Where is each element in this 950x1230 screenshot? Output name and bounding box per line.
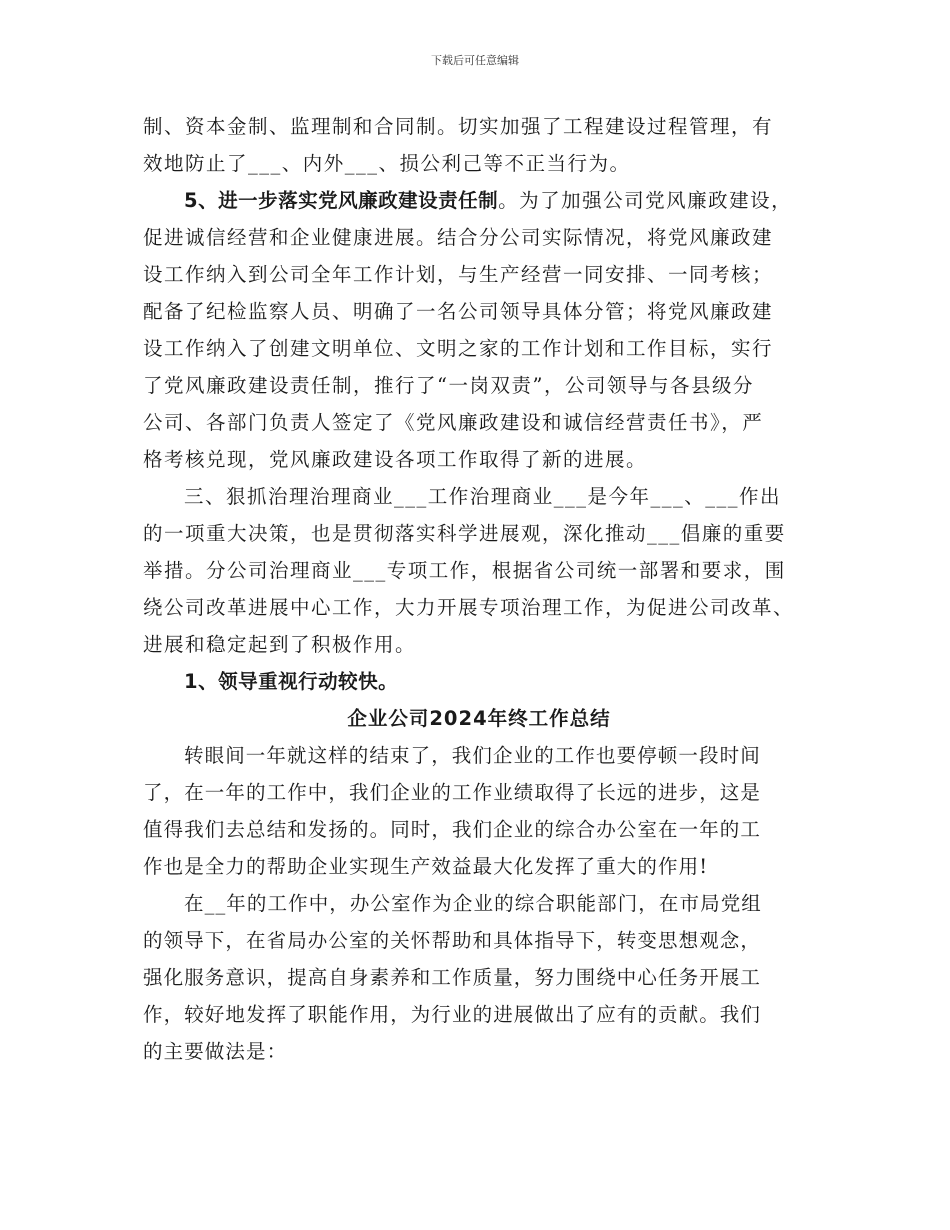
body-line: 值得我们去总结和发扬的。同时，我们企业的综合办公室在一年的工	[143, 818, 762, 841]
body-line: 的主要做法是：	[143, 1040, 288, 1063]
body-line: 促进诚信经营和企业健康进展。结合分公司实际情况，将党风廉政建	[143, 226, 774, 249]
body-line: 进展和稳定起到了积极作用。	[143, 633, 417, 656]
body-line: 效地防止了___、内外___、损公利己等不正当行为。	[143, 152, 631, 175]
body-line: 作也是全力的帮助企业实现生产效益最大化发挥了重大的作用!	[143, 855, 709, 878]
body-line: 了，在一年的工作中，我们企业的工作业绩取得了长远的进步，这是	[143, 781, 762, 804]
body-line: 举措。分公司治理商业___专项工作，根据省公司统一部署和要求，围	[143, 559, 786, 582]
body-line: 公司、各部门负责人签定了《党风廉政建设和诚信经营责任书》，严	[143, 411, 764, 434]
body-line: 转眼间一年就这样的结束了，我们企业的工作也要停顿一段时间	[184, 744, 761, 767]
body-line: 设工作纳入了创建文明单位、文明之家的工作计划和工作目标，实行	[143, 337, 774, 360]
document-body	[143, 108, 815, 1070]
body-line: 制、资本金制、监理制和合同制。切实加强了工程建设过程管理，有	[143, 115, 774, 138]
section-3-heading-line: 三、狠抓治理治理商业___工作治理商业___是今年___、___作出	[184, 485, 782, 508]
body-line: 了党风廉政建设责任制，推行了“一岗双责”，公司领导与各县级分	[143, 374, 754, 397]
body-line: 强化服务意识，提高自身素养和工作质量，努力围绕中心任务开展工	[143, 966, 762, 989]
item-1-heading: 1、领导重视行动较快。	[184, 670, 399, 693]
body-line: 配备了纪检监察人员、明确了一名公司领导具体分管；将党风廉政建	[143, 300, 774, 323]
page-header: 下载后可任意编辑	[431, 54, 519, 67]
body-line: 在__年的工作中，办公室作为企业的综合职能部门，在市局党组	[184, 892, 762, 915]
section-5-intro: 。为了加强公司党风廉政建设，	[498, 189, 793, 212]
body-line: 的领导下，在省局办公室的关怀帮助和具体指导下，转变思想观念，	[143, 929, 762, 952]
section-5-heading: 5、进一步落实党风廉政建设责任制	[184, 189, 499, 212]
body-line: 格考核兑现，党风廉政建设各项工作取得了新的进展。	[143, 448, 648, 471]
body-line: 作，较好地发挥了职能作用，为行业的进展做出了应有的贡献。我们	[143, 1003, 762, 1026]
body-line: 绕公司改革进展中心工作，大力开展专项治理工作，为促进公司改革、	[143, 596, 795, 619]
summary-title: 企业公司2024年终工作总结	[347, 707, 611, 730]
section-5-first-line	[143, 182, 815, 219]
body-line: 设工作纳入到公司全年工作计划，与生产经营一同安排、一同考核；	[143, 263, 774, 286]
body-line: 的一项重大决策，也是贯彻落实科学进展观，深化推动___倡廉的重要	[143, 522, 786, 545]
